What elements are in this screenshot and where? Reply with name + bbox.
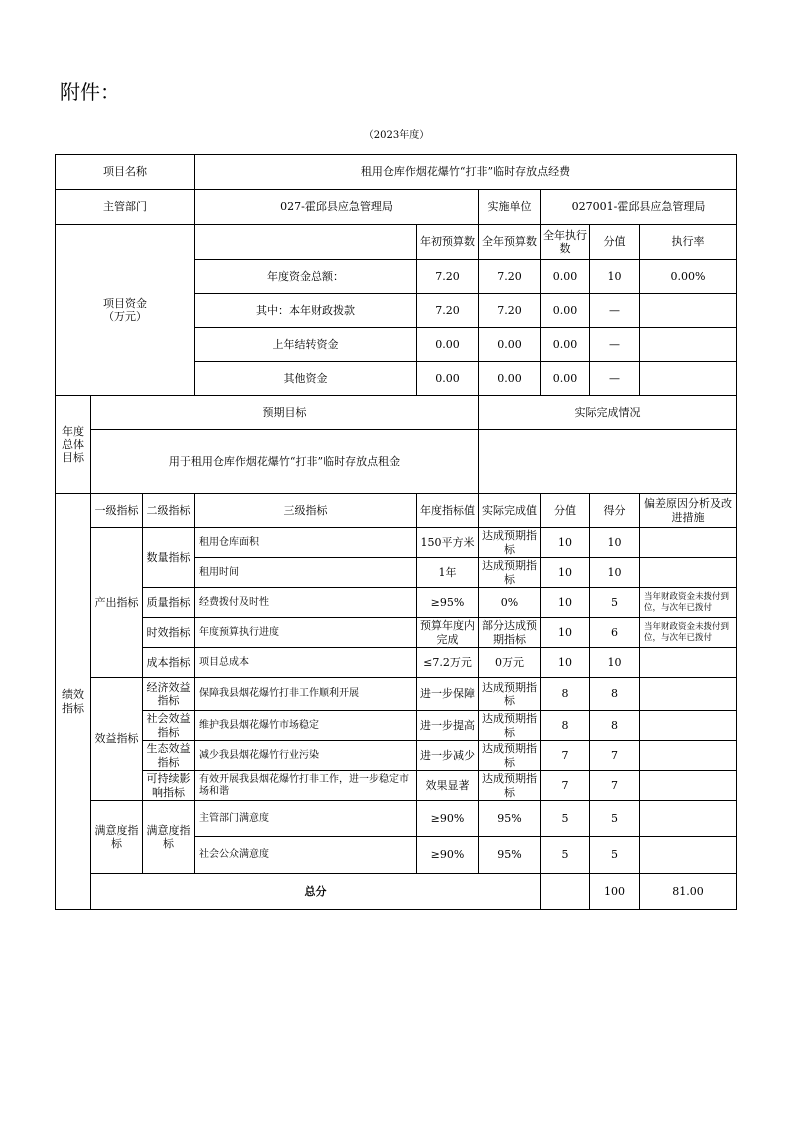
perf-row-reason: 当年财政资金未拨付到位，与次年已拨付 xyxy=(640,618,737,648)
level2-social: 社会效益指标 xyxy=(143,711,195,741)
perf-row-target: ≥90% xyxy=(417,837,479,874)
perf-row-target: 进一步减少 xyxy=(417,741,479,771)
perf-row-score: 5 xyxy=(590,588,640,618)
level1-satisfaction: 满意度指标 xyxy=(91,801,143,874)
perf-row-weight: 7 xyxy=(541,771,590,801)
dept-value: 027-霍邱县应急管理局 xyxy=(195,190,479,225)
perf-row-name: 租用时间 xyxy=(195,558,417,588)
funds-row-rate xyxy=(640,294,737,328)
perf-row-weight: 10 xyxy=(541,588,590,618)
actual-goal xyxy=(479,430,737,494)
perf-row-reason xyxy=(640,711,737,741)
perf-row-reason xyxy=(640,837,737,874)
funds-label-line2: （万元） xyxy=(103,310,147,323)
total-weight: 100 xyxy=(590,874,640,910)
impl-value: 027001-霍邱县应急管理局 xyxy=(541,190,737,225)
perf-row-weight: 10 xyxy=(541,558,590,588)
perf-row-weight: 10 xyxy=(541,618,590,648)
funds-header-blank xyxy=(195,225,417,260)
perf-row-name: 保障我县烟花爆竹打非工作顺利开展 xyxy=(195,678,417,711)
perf-header: 一级指标 xyxy=(91,494,143,528)
perf-row-target: 150平方米 xyxy=(417,528,479,558)
perf-row xyxy=(56,711,737,741)
perf-row xyxy=(56,771,737,801)
perf-row-weight: 8 xyxy=(541,711,590,741)
funds-row-initial: 7.20 xyxy=(417,260,479,294)
perf-row xyxy=(56,678,737,711)
total-row xyxy=(56,874,737,910)
impl-label: 实施单位 xyxy=(479,190,541,225)
perf-row-weight: 10 xyxy=(541,528,590,558)
perf-row-weight: 8 xyxy=(541,678,590,711)
perf-row-weight: 5 xyxy=(541,801,590,837)
level2-sustainable: 可持续影响指标 xyxy=(143,771,195,801)
perf-row-score: 5 xyxy=(590,801,640,837)
perf-row-reason xyxy=(640,741,737,771)
perf-header-row xyxy=(56,494,737,528)
perf-row-score: 6 xyxy=(590,618,640,648)
funds-row-annual: 0.00 xyxy=(479,362,541,396)
perf-row-reason xyxy=(640,771,737,801)
funds-row-annual: 0.00 xyxy=(479,328,541,362)
dept-row xyxy=(56,190,737,225)
perf-header: 得分 xyxy=(590,494,640,528)
perf-row-reason xyxy=(640,801,737,837)
funds-row-executed: 0.00 xyxy=(541,260,590,294)
perf-row-target: 效果显著 xyxy=(417,771,479,801)
perf-row-actual: 达成预期指标 xyxy=(479,678,541,711)
perf-header: 实际完成值 xyxy=(479,494,541,528)
perf-row-name: 社会公众满意度 xyxy=(195,837,417,874)
perf-row-target: ≤7.2万元 xyxy=(417,648,479,678)
expected-goal: 用于租用仓库作烟花爆竹“打非”临时存放点租金 xyxy=(91,430,479,494)
level2-satisfaction: 满意度指标 xyxy=(143,801,195,874)
perf-row-actual: 95% xyxy=(479,837,541,874)
funds-row-weight: 10 xyxy=(590,260,640,294)
perf-header: 分值 xyxy=(541,494,590,528)
perf-row-target: 预算年度内完成 xyxy=(417,618,479,648)
perf-header: 三级指标 xyxy=(195,494,417,528)
perf-row xyxy=(56,528,737,558)
perf-row-score: 7 xyxy=(590,741,640,771)
perf-row-weight: 10 xyxy=(541,648,590,678)
year-label: （2023年度） xyxy=(363,130,430,141)
funds-header-row xyxy=(56,225,737,260)
funds-row-initial: 7.20 xyxy=(417,294,479,328)
perf-row-score: 5 xyxy=(590,837,640,874)
perf-row-actual: 0万元 xyxy=(479,648,541,678)
perf-row xyxy=(56,648,737,678)
project-name-row xyxy=(56,155,737,190)
perf-row-score: 10 xyxy=(590,558,640,588)
perf-row-actual: 部分达成预期指标 xyxy=(479,618,541,648)
perf-row-name: 项目总成本 xyxy=(195,648,417,678)
perf-row-score: 7 xyxy=(590,771,640,801)
perf-row xyxy=(56,618,737,648)
level2-economic: 经济效益指标 xyxy=(143,678,195,711)
perf-row-actual: 达成预期指标 xyxy=(479,741,541,771)
funds-row-weight: — xyxy=(590,362,640,396)
funds-row-executed: 0.00 xyxy=(541,294,590,328)
perf-row xyxy=(56,801,737,837)
perf-row-weight: 5 xyxy=(541,837,590,874)
perf-row-target: 1年 xyxy=(417,558,479,588)
total-score: 81.00 xyxy=(640,874,737,910)
funds-row-initial: 0.00 xyxy=(417,328,479,362)
perf-row-reason xyxy=(640,558,737,588)
perf-row-score: 10 xyxy=(590,528,640,558)
funds-row-name: 上年结转资金 xyxy=(195,328,417,362)
funds-label-line1: 项目资金 xyxy=(103,296,147,310)
level1-output: 产出指标 xyxy=(91,528,143,678)
project-name-label: 项目名称 xyxy=(56,155,195,190)
funds-row-rate: 0.00% xyxy=(640,260,737,294)
funds-row-executed: 0.00 xyxy=(541,328,590,362)
perf-row-name: 租用仓库面积 xyxy=(195,528,417,558)
perf-row-reason xyxy=(640,528,737,558)
perf-row-actual: 达成预期指标 xyxy=(479,558,541,588)
perf-header: 偏差原因分析及改进措施 xyxy=(640,494,737,528)
perf-row xyxy=(56,741,737,771)
perf-row-target: ≥90% xyxy=(417,801,479,837)
perf-row-name: 有效开展我县烟花爆竹打非工作，进一步稳定市场和谐 xyxy=(195,771,417,801)
perf-row-actual: 达成预期指标 xyxy=(479,711,541,741)
funds-label xyxy=(56,225,195,396)
funds-row-executed: 0.00 xyxy=(541,362,590,396)
level2-quality: 质量指标 xyxy=(143,588,195,618)
total-actual-blank xyxy=(541,874,590,910)
perf-row-score: 8 xyxy=(590,678,640,711)
funds-header-rate: 执行率 xyxy=(640,225,737,260)
perf-row-actual: 0% xyxy=(479,588,541,618)
expected-goal-header: 预期目标 xyxy=(91,396,479,430)
funds-row-rate xyxy=(640,362,737,396)
level1-benefit: 效益指标 xyxy=(91,678,143,801)
attachment-label: 附件： xyxy=(60,80,120,104)
funds-row-name: 其中：本年财政拨款 xyxy=(195,294,417,328)
level2-quantity: 数量指标 xyxy=(143,528,195,588)
perf-row-actual: 95% xyxy=(479,801,541,837)
perf-row-target: 进一步提高 xyxy=(417,711,479,741)
funds-row-initial: 0.00 xyxy=(417,362,479,396)
funds-header-weight: 分值 xyxy=(590,225,640,260)
perf-row-target: 进一步保障 xyxy=(417,678,479,711)
goals-header-row xyxy=(56,396,737,430)
performance-evaluation-table xyxy=(55,154,737,910)
funds-header-annual: 全年预算数 xyxy=(479,225,541,260)
funds-row-weight: — xyxy=(590,294,640,328)
project-name: 租用仓库作烟花爆竹“打非”临时存放点经费 xyxy=(195,155,737,190)
funds-header-initial: 年初预算数 xyxy=(417,225,479,260)
funds-row-annual: 7.20 xyxy=(479,260,541,294)
goals-label: 年度总体目标 xyxy=(56,396,91,494)
perf-row xyxy=(56,588,737,618)
level2-timeliness: 时效指标 xyxy=(143,618,195,648)
total-label: 总分 xyxy=(91,874,541,910)
perf-row-name: 主管部门满意度 xyxy=(195,801,417,837)
perf-row-name: 减少我县烟花爆竹行业污染 xyxy=(195,741,417,771)
perf-header: 二级指标 xyxy=(143,494,195,528)
perf-row-target: ≥95% xyxy=(417,588,479,618)
funds-row-name: 年度资金总额： xyxy=(195,260,417,294)
funds-row-annual: 7.20 xyxy=(479,294,541,328)
funds-row-rate xyxy=(640,328,737,362)
perf-row-reason: 当年财政资金未拨付到位，与次年已拨付 xyxy=(640,588,737,618)
level2-cost: 成本指标 xyxy=(143,648,195,678)
perf-row-weight: 7 xyxy=(541,741,590,771)
funds-row-name: 其他资金 xyxy=(195,362,417,396)
perf-label: 绩效指标 xyxy=(56,494,91,910)
perf-row-name: 经费拨付及时性 xyxy=(195,588,417,618)
perf-row-actual: 达成预期指标 xyxy=(479,528,541,558)
perf-row-score: 10 xyxy=(590,648,640,678)
perf-row-actual: 达成预期指标 xyxy=(479,771,541,801)
perf-header: 年度指标值 xyxy=(417,494,479,528)
perf-row-score: 8 xyxy=(590,711,640,741)
dept-label: 主管部门 xyxy=(56,190,195,225)
perf-row-name: 维护我县烟花爆竹市场稳定 xyxy=(195,711,417,741)
funds-row-weight: — xyxy=(590,328,640,362)
perf-row-name: 年度预算执行进度 xyxy=(195,618,417,648)
level2-ecological: 生态效益指标 xyxy=(143,741,195,771)
goals-content-row xyxy=(56,430,737,494)
perf-row-reason xyxy=(640,648,737,678)
perf-row-reason xyxy=(640,678,737,711)
funds-header-executed: 全年执行数 xyxy=(541,225,590,260)
actual-goal-header: 实际完成情况 xyxy=(479,396,737,430)
